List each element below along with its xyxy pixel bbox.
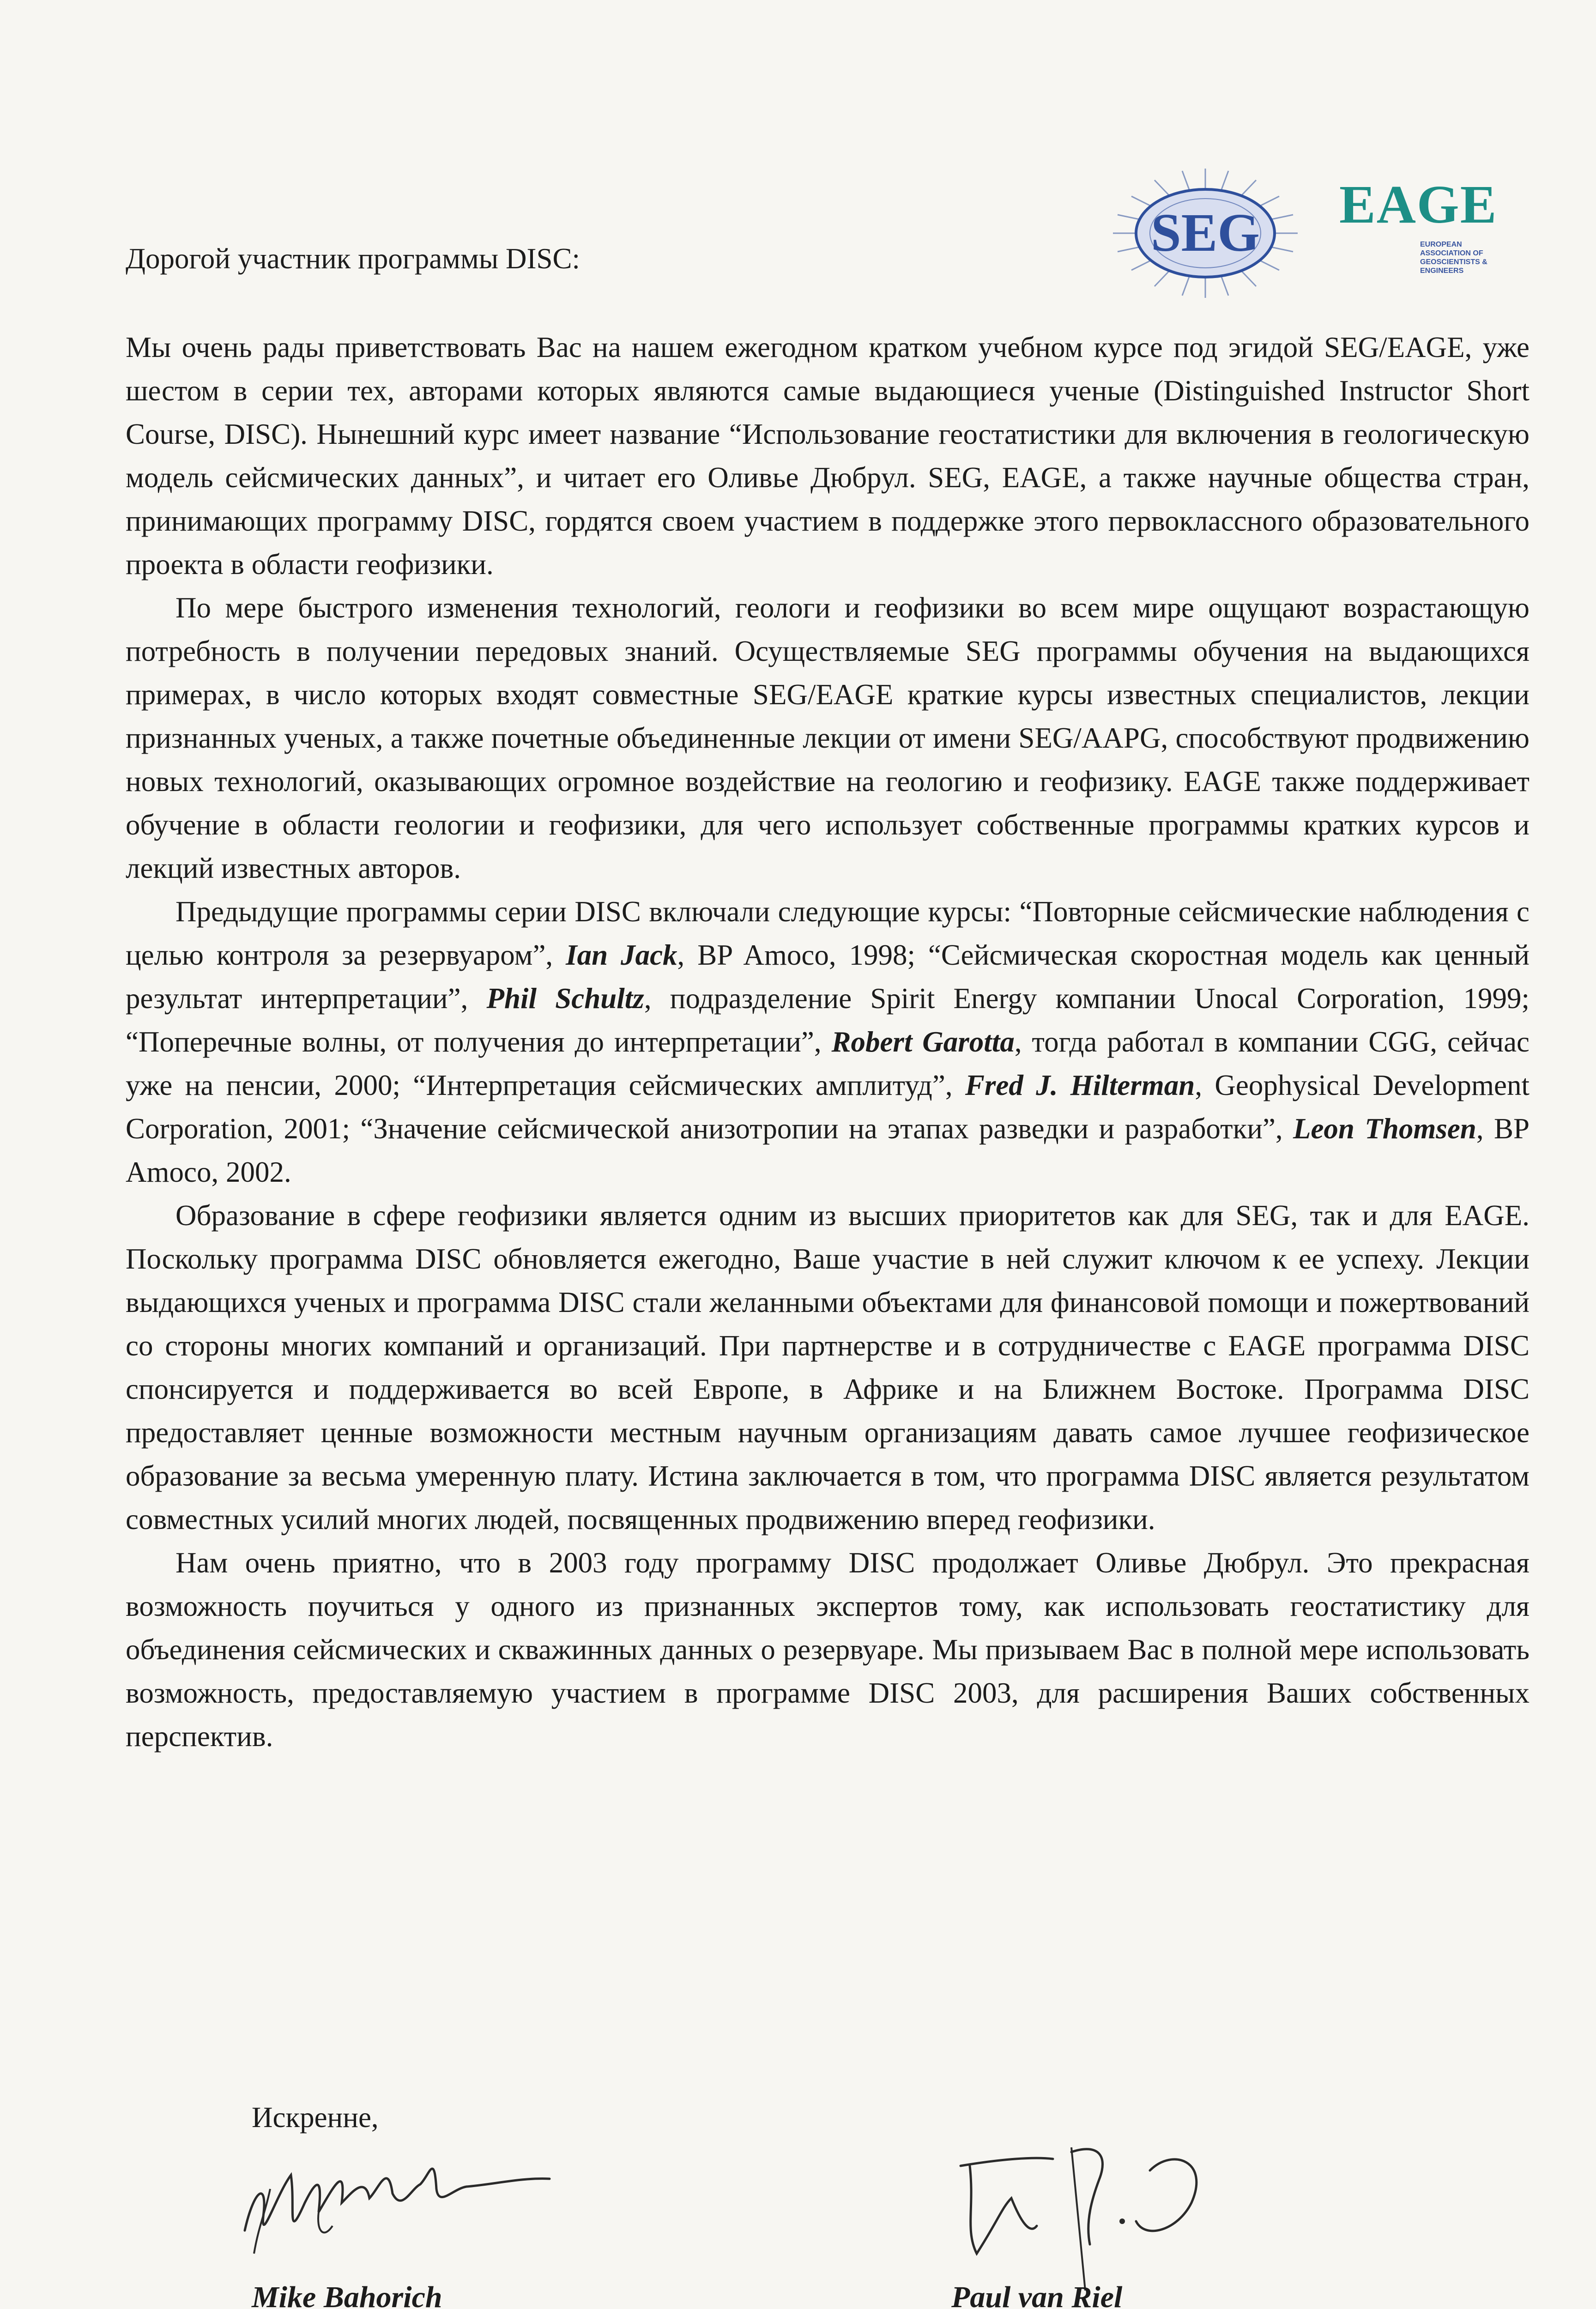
eage-subtitle-line: EUROPEAN: [1420, 241, 1462, 248]
instructor-name: Phil Schultz: [486, 982, 644, 1015]
instructor-name: Ian Jack: [566, 939, 677, 971]
paragraph-3-text: , BP Amoco, 2002.: [126, 1112, 1530, 1188]
paragraph-5: Нам очень приятно, что в 2003 году программу DISC продолжает Оливье Дюбрул. Это прекрасная возможность поучиться у одного из признанных экспертов тому, как использовать геостатистику для объединения сейсмических и скважинных данных о резервуаре. Мы призываем Вас в полной мере использовать возможность, предоставляемую участием в программе DISC 2003, для расширения Ваших собственных перспектив.: [126, 1547, 1530, 1753]
closing: Искренне,: [252, 2101, 379, 2134]
paragraph-4: Образование в сфере геофизики является одним из высших приоритетов как для SEG, так и для EAGE. Поскольку программа DISC обновляется ежегодно, Ваше участие в ней служит ключом к ее успеху. Лекции выдающихся ученых и программа DISC стали желанными объектами для финансовой помощи и пожертвований со стороны многих компаний и организаций. При партнерстве и в сотрудничестве с EAGE программа DISC спонсируется и поддерживается во всей Европе, в Африке и на Ближнем Востоке. Программа DISC предоставляет ценные возможности местным научным организациям давать самое лучшее геофизическое образование за весьма умеренную плату. Истина заключается в том, что программа DISC является результатом совместных усилий многих людей, посвященных продвижению вперед геофизики.: [126, 1199, 1530, 1535]
paragraph-3-text: , тогда работал в компании CGG, сейчас уже на пенсии, 2000; “Интерпретация сейсмических амплитуд”,: [126, 1026, 1530, 1101]
salutation: Дорогой участник программы DISC:: [126, 242, 580, 275]
paragraph-3-text: , Geophysical Development Corporation, 2001; “Значение сейсмической анизотропии на этапах разведки и разработки”,: [126, 1069, 1530, 1145]
header-logos: [1108, 164, 1524, 302]
paragraph-1: Мы очень рады приветствовать Вас на нашем ежегодном кратком учебном курсе под эгидой SEG/EAGE, уже шестом в серии тех, авторами которых являются самые выдающиеся ученые (Distinguished Instructor Short Course, DISC). Нынешний курс имеет название “Использование геостатистики для включения в геологическую модель сейсмических данных”, и читает его Оливье Дюбрул. SEG, EAGE, а также научные общества стран, принимающих программу DISC, гордятся своем участием в поддержке этого первоклассного образовательного проекта в области геофизики.: [126, 331, 1530, 580]
paragraph-3: [126, 890, 1530, 1194]
eage-logo-subtitle: [1420, 240, 1512, 275]
eage-logo: [1339, 173, 1515, 293]
signatory-name-seg: Mike Bahorich: [252, 2280, 442, 2309]
instructor-name: Leon Thomsen: [1293, 1112, 1476, 1145]
signatory-name-eage: Paul van Riel: [951, 2280, 1123, 2309]
eage-subtitle-line: ENGINEERS: [1420, 267, 1464, 275]
signature-mike-bahorich: [226, 2134, 568, 2286]
instructor-name: Robert Garotta: [831, 1026, 1015, 1058]
seg-logo-text: SEG: [1150, 202, 1260, 263]
eage-logo-text: EAGE: [1339, 174, 1498, 235]
eage-subtitle-line: GEOSCIENTISTS &: [1420, 258, 1487, 266]
seg-logo: [1108, 164, 1302, 302]
paragraph-2: По мере быстрого изменения технологий, геологи и геофизики во всем мире ощущают возрастающую потребность в получении передовых знаний. Осуществляемые SEG программы обучения на выдающихся примерах, в число которых входят совместные SEG/EAGE краткие курсы известных специалистов, лекции признанных ученых, а также почетные объединенные лекции от имени SEG/AAPG, способствуют продвижению новых технологий, оказывающих огромное воздействие на геологию и геофизику. EAGE также поддерживает обучение в области геологии и геофизики, для чего использует собственные программы кратких курсов и лекций известных авторов.: [126, 592, 1530, 884]
paragraph-3-text: , BP Amoco, 1998; “Сейсмическая скоростная модель как ценный результат интерпретации”,: [126, 939, 1530, 1015]
signature-paul-van-riel: [933, 2115, 1238, 2291]
paragraph-3-text: Предыдущие программы серии DISC включали следующие курсы: “Повторные сейсмические наблюдения с целью контроля за резервуаром”,: [126, 895, 1530, 971]
eage-subtitle-line: ASSOCIATION OF: [1420, 249, 1483, 257]
letter-body: [126, 326, 1530, 1758]
paragraph-3-text: , подразделение Spirit Energy компании Unocal Corporation, 1999; “Поперечные волны, от получения до интерпретации”,: [126, 982, 1530, 1058]
instructor-name: Fred J. Hilterman: [965, 1069, 1195, 1101]
